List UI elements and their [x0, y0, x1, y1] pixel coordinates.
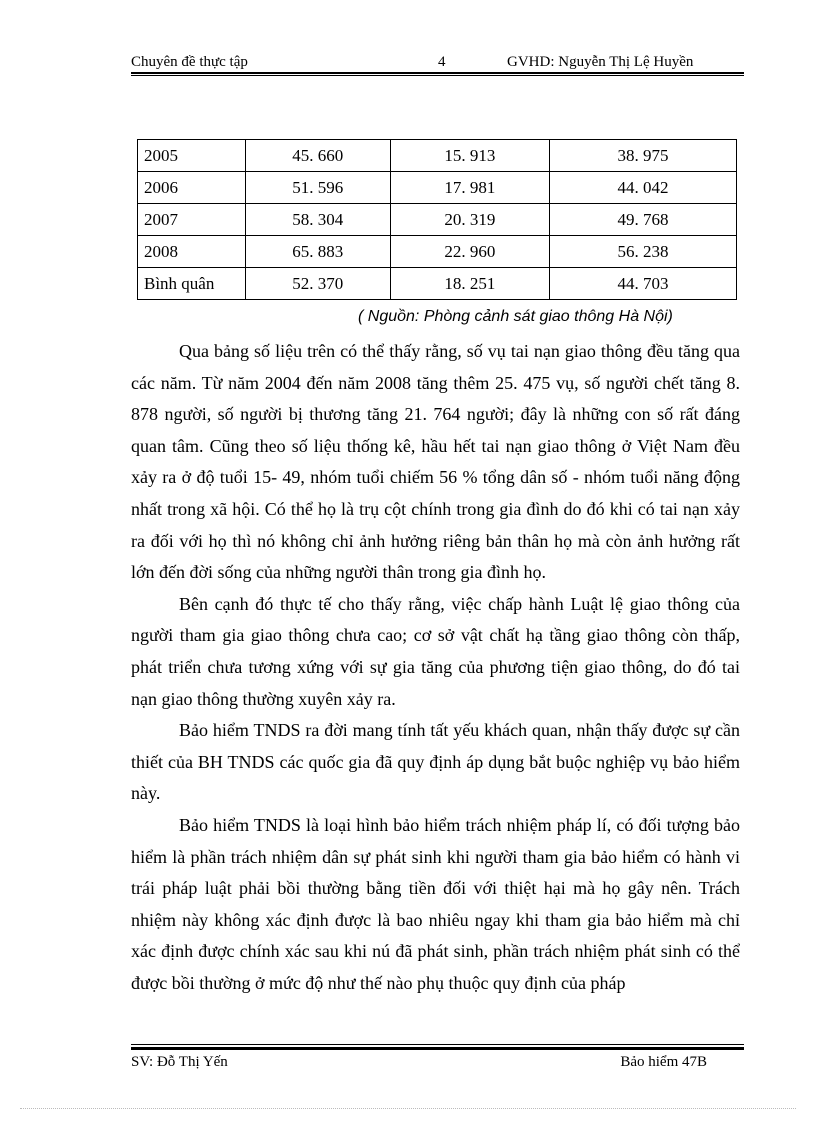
- footer-class: Bảo hiểm 47B: [620, 1054, 707, 1070]
- table-cell: 52. 370: [246, 268, 390, 300]
- footer-student: SV: Đỗ Thị Yến: [131, 1054, 228, 1070]
- paragraph: Bên cạnh đó thực tế cho thấy rằng, việc chấp hành Luật lệ giao thông của người tham gia giao thông chưa cao; cơ sở vật chất hạ tầng giao thông còn thấp, phát triển chưa tương xứng với sự gia tăng của phương tiện giao thông, do đó tai nạn giao thông thường xuyên xảy ra.: [131, 593, 740, 709]
- table-cell: 51. 596: [246, 172, 390, 204]
- table-cell: 20. 319: [390, 204, 550, 236]
- table-cell: 17. 981: [390, 172, 550, 204]
- paragraph: Bảo hiểm TNDS là loại hình bảo hiểm trách nhiệm pháp lí, có đối tượng bảo hiểm là phần trách nhiệm dân sự phát sinh khi người tham gia bảo hiểm có hành vi trái pháp luật phải bồi thường bằng tiền đối với thiệt hại mà họ gây nên. Trách nhiệm này không xác định được là bao nhiêu ngay khi tham gia bảo hiểm mà chỉ xác định được chính xác sau khi nú đã phát sinh, phần trách nhiệm phát sinh có thể được bồi thường ở mức độ như thế nào phụ thuộc quy định của pháp: [131, 814, 740, 993]
- page-header: [131, 52, 744, 74]
- header-rule: [131, 72, 744, 74]
- footer-rule: [131, 1047, 744, 1050]
- page-number: 4: [438, 54, 446, 70]
- header-supervisor: GVHD: Nguyễn Thị Lệ Huyền: [507, 54, 694, 70]
- table-cell: 38. 975: [550, 140, 737, 172]
- table-cell: 2007: [138, 204, 246, 236]
- table-cell: 2006: [138, 172, 246, 204]
- footer-rule-thin: [131, 1044, 744, 1045]
- table-source-note: ( Nguồn: Phòng cảnh sát giao thông Hà Nội): [358, 308, 673, 325]
- table-cell: 2005: [138, 140, 246, 172]
- table-cell: 45. 660: [246, 140, 390, 172]
- table-cell: 15. 913: [390, 140, 550, 172]
- table-row: [138, 268, 737, 300]
- header-title: Chuyên đề thực tập: [131, 54, 248, 70]
- table-cell: Bình quân: [138, 268, 246, 300]
- accident-statistics-table: [137, 139, 737, 300]
- table-row: [138, 204, 737, 236]
- paragraph: Bảo hiểm TNDS ra đời mang tính tất yếu khách quan, nhận thấy được sự cần thiết của BH TNDS các quốc gia đã quy định áp dụng bắt buộc nghiệp vụ bảo hiểm này.: [131, 720, 740, 804]
- header-rule-thin: [131, 75, 744, 76]
- table-cell: 44. 703: [550, 268, 737, 300]
- table-cell: 18. 251: [390, 268, 550, 300]
- table-cell: 65. 883: [246, 236, 390, 268]
- table-cell: 2008: [138, 236, 246, 268]
- body-text: [131, 336, 740, 999]
- table-cell: 49. 768: [550, 204, 737, 236]
- table-cell: 56. 238: [550, 236, 737, 268]
- table-cell: 58. 304: [246, 204, 390, 236]
- table-cell: 22. 960: [390, 236, 550, 268]
- page-edge: [20, 1108, 796, 1109]
- table-row: [138, 236, 737, 268]
- table-row: [138, 140, 737, 172]
- table-row: [138, 172, 737, 204]
- table-cell: 44. 042: [550, 172, 737, 204]
- paragraph: Qua bảng số liệu trên có thể thấy rằng, số vụ tai nạn giao thông đều tăng qua các năm. Từ năm 2004 đến năm 2008 tăng thêm 25. 475 vụ, số người chết tăng 8. 878 người, số người bị thương tăng 21. 764 người; đây là những con số rất đáng quan tâm. Cũng theo số liệu thống kê, hầu hết tai nạn giao thông ở Việt Nam đều xảy ra ở độ tuổi 15- 49, nhóm tuổi chiếm 56 % tổng dân số - nhóm tuổi năng động nhất trong xã hội. Có thể họ là trụ cột chính trong gia đình do đó khi có tai nạn xảy ra đối với họ thì nó không chỉ ảnh hưởng riêng bản thân họ mà còn ảnh hưởng rất lớn đến đời sống của những người thân trong gia đình họ.: [131, 341, 740, 583]
